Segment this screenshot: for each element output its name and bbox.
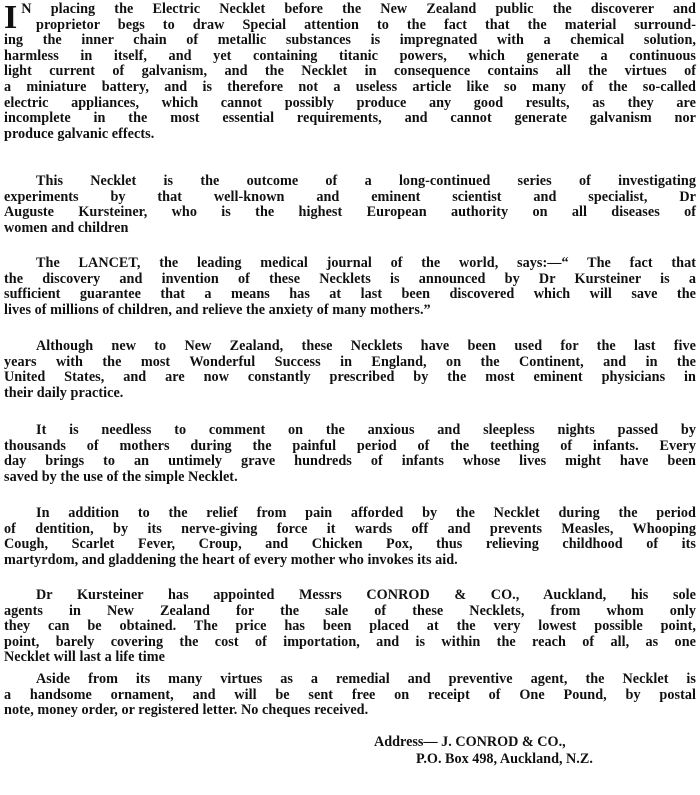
text-line: light current of galvanism, and the Necklet in consequence contains all the virtues of — [4, 63, 696, 80]
text-line: lives of millions of children, and relieve the anxiety of many mothers.” — [4, 301, 431, 318]
paragraph-relief — [4, 506, 696, 568]
paragraph-lancet — [4, 256, 696, 318]
text-line: note, money order, or registered letter. No cheques received. — [4, 702, 369, 719]
text-line: This Necklet is the outcome of a long-continued series of investigating — [36, 173, 696, 189]
text-line: agents in New Zealand for the sale of these Necklets, from whom only — [4, 602, 696, 619]
paragraph-teething — [4, 423, 696, 485]
paragraph-success — [4, 339, 696, 401]
drop-cap: I — [4, 0, 18, 36]
text-line: proprietor begs to draw Special attention to the fact that the material surround- — [36, 16, 696, 33]
text-line: a miniature battery, and is therefore not a useless article like so many of the so-called — [4, 78, 696, 95]
text-line: It is needless to comment on the anxious and sleepless nights passed by — [36, 422, 696, 438]
text-line: years with the most Wonderful Success in England, on the Continent, and in the — [4, 353, 696, 370]
text-line: sufficient guarantee that a means has at last been discovered which will save the — [4, 286, 696, 303]
text-line: produce galvanic effects. — [4, 125, 155, 142]
text-line: ing the inner chain of metallic substances is impregnated with a chemical solution, — [4, 32, 696, 49]
paragraph-ornament — [4, 672, 696, 719]
text-line: Although new to New Zealand, these Necklets have been used for the last five — [36, 338, 696, 354]
advertisement-page — [4, 0, 696, 795]
text-line: N placing the Electric Necklet before the New Zealand public the discoverer and — [21, 1, 696, 17]
text-line: saved by the use of the simple Necklet. — [4, 468, 238, 485]
text-line: Aside from its many virtues as a remedial and preventive agent, the Necklet is — [36, 671, 696, 687]
text-line: they can be obtained. The price has been placed at the very lowest possible point, — [4, 618, 696, 635]
text-line: a handsome ornament, and will be sent free on receipt of One Pound, by postal — [4, 686, 696, 703]
address-line-1: Address— J. CONROD & CO., — [374, 734, 566, 750]
text-line: day brings to an untimely grave hundreds of infants whose lives might have been — [4, 453, 696, 470]
text-line: In addition to the relief from pain afforded by the Necklet during the period — [36, 505, 696, 521]
paragraph-origin — [4, 174, 696, 236]
text-line: thousands of mothers during the painful period of the teething of infants. Every — [4, 437, 696, 454]
address-line-2: P.O. Box 498, Auckland, N.Z. — [416, 751, 593, 767]
text-line: women and children — [4, 219, 129, 236]
text-line: their daily practice. — [4, 384, 124, 401]
text-line: Auguste Kursteiner, who is the highest European authority on all diseases of — [4, 204, 696, 221]
text-line: the discovery and invention of these Necklets is announced by Dr Kursteiner is a — [4, 270, 696, 287]
text-line: Necklet will last a life time — [4, 649, 166, 666]
text-line: harmless in itself, and yet containing titanic powers, which generate a continuous — [4, 47, 696, 64]
text-line: Dr Kursteiner has appointed Messrs CONROD & CO., Auckland, his sole — [36, 587, 696, 603]
paragraph-agents — [4, 588, 696, 666]
text-line: experiments by that well-known and eminent scientist and specialist, Dr — [4, 188, 696, 205]
text-line: Cough, Scarlet Fever, Croup, and Chicken Pox, thus relieving childhood of its — [4, 536, 696, 553]
text-line: incomplete in the most essential requirements, and cannot generate galvanism nor — [4, 110, 696, 127]
paragraph-intro — [4, 2, 696, 142]
text-line: martyrdom, and gladdening the heart of every mother who invokes its aid. — [4, 551, 458, 568]
text-line: electric appliances, which cannot possibly produce any good results, as they are — [4, 94, 696, 111]
text-line: United States, and are now constantly prescribed by the most eminent physicians in — [4, 369, 696, 386]
text-line: of dentition, by its nerve-giving force it wards off and prevents Measles, Whooping — [4, 520, 696, 537]
text-line: point, barely covering the cost of importation, and is within the reach of all, as one — [4, 633, 696, 650]
text-line: The LANCET, the leading medical journal of the world, says:—“ The fact that — [36, 255, 696, 271]
